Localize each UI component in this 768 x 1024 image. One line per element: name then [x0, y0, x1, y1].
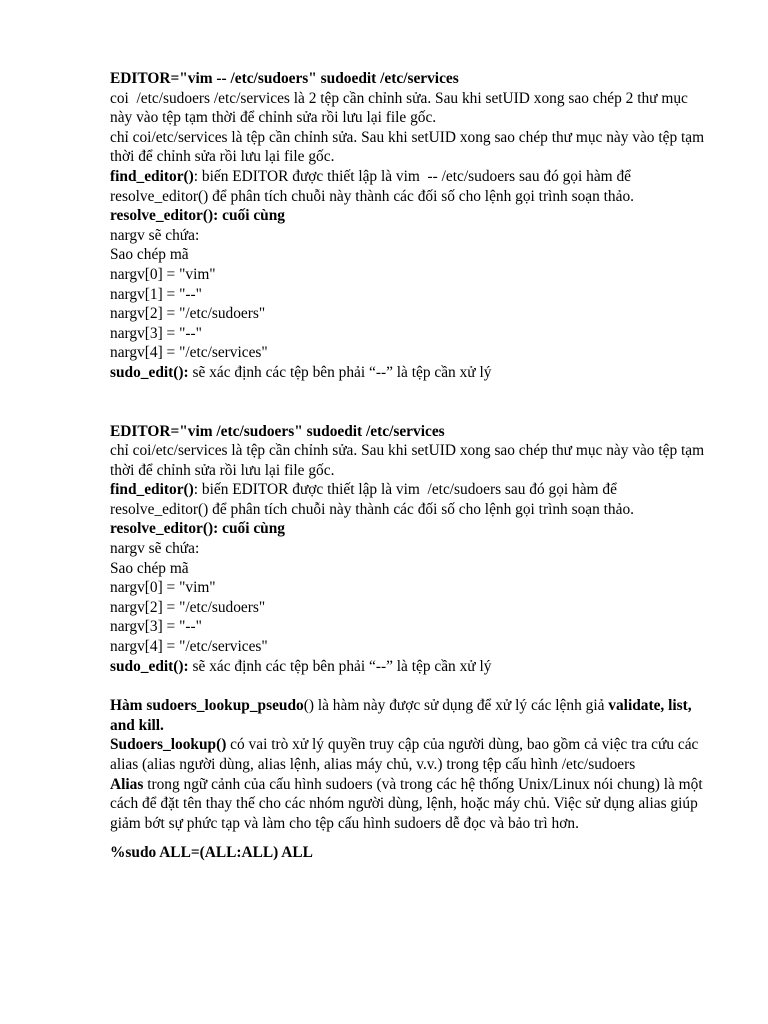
section1-copy-code-label: Sao chép mã	[110, 246, 189, 264]
section1-nargv-4: nargv[4] = "/etc/services"	[110, 344, 268, 362]
sudo-edit-label: sudo_edit():	[110, 657, 189, 675]
document-body	[110, 69, 710, 863]
alias-paragraph	[110, 775, 710, 834]
section1-paragraph-2: chỉ coi/etc/services là tệp cần chỉnh sửa. Sau khi setUID xong sao chép thư mục này vào tệp tạm thời để chỉnh sửa rồi lưu lại file gốc.	[110, 128, 708, 166]
section2-nargv-4: nargv[4] = "/etc/services"	[110, 638, 268, 656]
sudoers-lookup-text: có vai trò xử lý quyền truy cập của người dùng, bao gồm cả việc tra cứu các alias (alias người dùng, alias lệnh, alias máy chủ, v.v.) trong tệp cấu hình /etc/sudoers	[110, 736, 703, 773]
section2-find-editor	[110, 480, 710, 519]
sudo-edit-label: sudo_edit():	[110, 363, 189, 381]
lookup-pseudo-text: () là hàm này được sử dụng để xử lý các lệnh giả	[303, 697, 609, 715]
section2-paragraph-1: chỉ coi/etc/services là tệp cần chỉnh sửa. Sau khi setUID xong sao chép thư mục này vào tệp tạm thời để chỉnh sửa rồi lưu lại file gốc.	[110, 442, 708, 479]
find-editor-label: find_editor()	[110, 167, 194, 185]
section2-nargv-3: nargv[3] = "--"	[110, 618, 202, 636]
lookup-pseudo-commands: validate, list, and kill.	[110, 697, 696, 734]
section1-nargv-2: nargv[2] = "/etc/sudoers"	[110, 305, 266, 323]
section2-heading: EDITOR="vim /etc/sudoers" sudoedit /etc/services	[110, 422, 445, 440]
section2-resolve-editor: resolve_editor(): cuối cùng	[110, 520, 285, 538]
sudoers-lookup-paragraph	[110, 735, 710, 774]
alias-text: trong ngữ cảnh của cấu hình sudoers (và trong các hệ thống Unix/Linux nói chung) là một cách để đặt tên thay thế cho các nhóm người dùng, lệnh, hoặc máy chủ. Việc sử dụng alias giúp giảm bớt sự phức tạp và làm cho tệp cấu hình sudoers dễ đọc và bảo trì hơn.	[110, 775, 707, 832]
find-editor-text: : biến EDITOR được thiết lập là vim /etc/sudoers sau đó gọi hàm để resolve_editor() để phân tích chuỗi này thành các đối số cho lệnh gọi trình soạn thảo.	[110, 481, 634, 518]
section1-resolve-editor: resolve_editor(): cuối cùng	[110, 207, 285, 225]
section2-copy-code-label: Sao chép mã	[110, 559, 189, 577]
section1-nargv-0: nargv[0] = "vim"	[110, 265, 216, 283]
sudoers-lookup-label: Sudoers_lookup()	[110, 736, 227, 754]
section1-find-editor	[110, 167, 710, 206]
find-editor-text: : biến EDITOR được thiết lập là vim -- /etc/sudoers sau đó gọi hàm để resolve_editor() để phân tích chuỗi này thành các đối số cho lệnh gọi trình soạn thảo.	[110, 167, 635, 205]
alias-label: Alias	[110, 775, 144, 793]
spacer	[110, 676, 710, 696]
section1-nargv-1: nargv[1] = "--"	[110, 285, 202, 303]
spacer	[110, 383, 710, 422]
section2-nargv-0: nargv[0] = "vim"	[110, 579, 216, 597]
section1-paragraph-1: coi /etc/sudoers /etc/services là 2 tệp cần chỉnh sửa. Sau khi setUID xong sao chép 2 thư mục này vào tệp tạm thời để chỉnh sửa rồi lưu lại file gốc.	[110, 89, 692, 127]
sudoers-lookup-pseudo-paragraph	[110, 696, 710, 735]
sudo-rule-line: %sudo ALL=(ALL:ALL) ALL	[110, 844, 313, 862]
lookup-pseudo-label: Hàm sudoers_lookup_pseudo	[110, 697, 304, 715]
spacer	[110, 833, 710, 843]
section2-nargv-intro: nargv sẽ chứa:	[110, 540, 200, 558]
section1-nargv-intro: nargv sẽ chứa:	[110, 226, 200, 244]
sudo-edit-text: sẽ xác định các tệp bên phải “--” là tệp cần xử lý	[188, 657, 492, 675]
sudo-edit-text: sẽ xác định các tệp bên phải “--” là tệp cần xử lý	[188, 363, 492, 381]
find-editor-label: find_editor()	[110, 481, 194, 499]
section2-nargv-2: nargv[2] = "/etc/sudoers"	[110, 598, 266, 616]
section1-sudo-edit	[110, 363, 710, 383]
section1-nargv-3: nargv[3] = "--"	[110, 324, 202, 342]
section2-sudo-edit	[110, 657, 710, 677]
section1-heading: EDITOR="vim -- /etc/sudoers" sudoedit /etc/services	[110, 70, 459, 87]
